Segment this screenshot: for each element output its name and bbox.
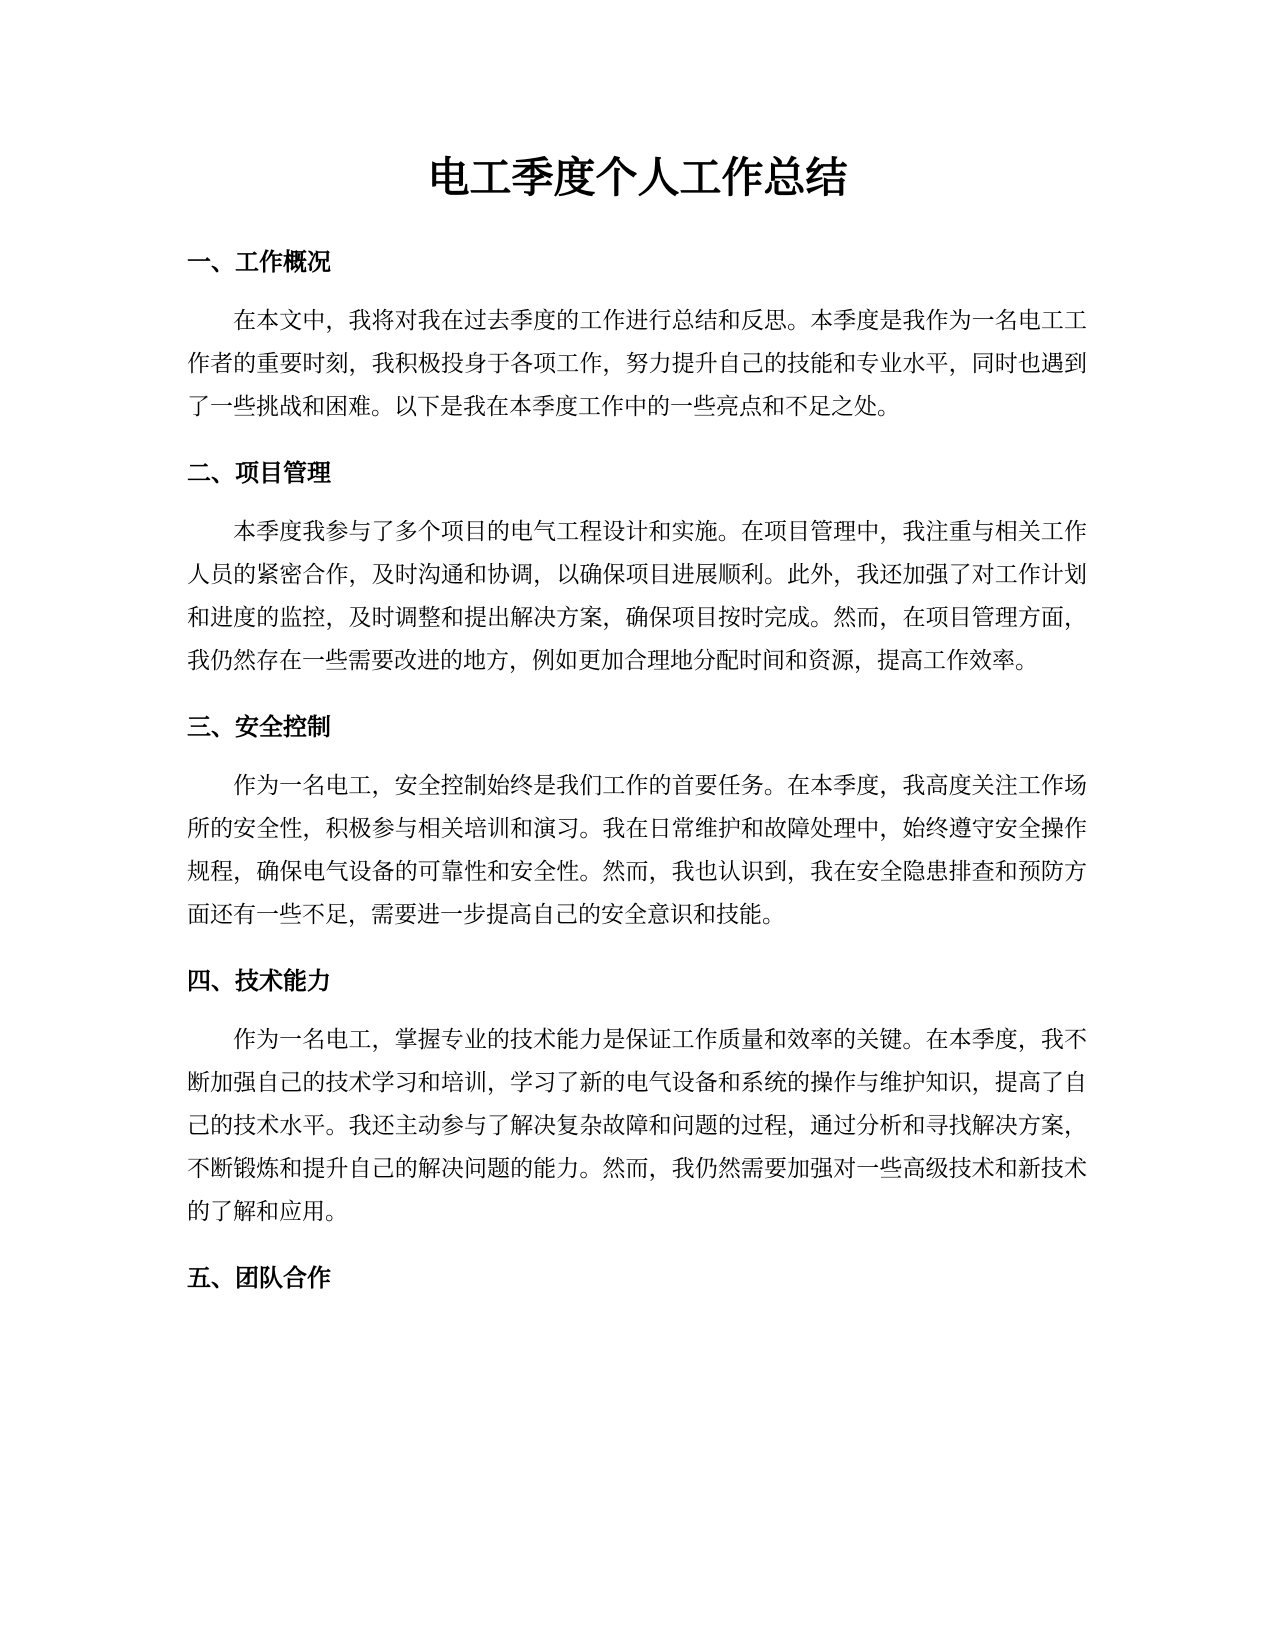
section-heading: 一、工作概况 — [187, 248, 331, 276]
section-paragraph: 本季度我参与了多个项目的电气工程设计和实施。在项目管理中，我注重与相关工作人员的紧密合作，及时沟通和协调，以确保项目进展顺利。此外，我还加强了对工作计划和进度的监控，及时调整和提出解决方案，确保项目按时完成。然而，在项目管理方面，我仍然存在一些需要改进的地方，例如更加合理地分配时间和资源，提高工作效率。 — [187, 519, 1087, 674]
document-content — [187, 246, 1087, 1294]
section-work-overview — [187, 246, 1087, 429]
section-paragraph: 作为一名电工，掌握专业的技术能力是保证工作质量和效率的关键。在本季度，我不断加强自己的技术学习和培训，学习了新的电气设备和系统的操作与维护知识，提高了自己的技术水平。我还主动参与了解决复杂故障和问题的过程，通过分析和寻找解决方案，不断锻炼和提升自己的解决问题的能力。然而，我仍然需要加强对一些高级技术和新技术的了解和应用。 — [187, 1027, 1087, 1225]
document-title: 电工季度个人工作总结 — [427, 153, 848, 202]
section-teamwork — [187, 1262, 1087, 1294]
section-heading: 四、技术能力 — [187, 967, 331, 995]
section-paragraph: 作为一名电工，安全控制始终是我们工作的首要任务。在本季度，我高度关注工作场所的安全性，积极参与相关培训和演习。我在日常维护和故障处理中，始终遵守安全操作规程，确保电气设备的可靠性和安全性。然而，我也认识到，我在安全隐患排查和预防方面还有一些不足，需要进一步提高自己的安全意识和技能。 — [187, 773, 1087, 928]
section-heading: 三、安全控制 — [187, 713, 331, 741]
section-heading: 二、项目管理 — [187, 459, 331, 487]
section-safety-control — [187, 711, 1087, 937]
section-paragraph: 在本文中，我将对我在过去季度的工作进行总结和反思。本季度是我作为一名电工工作者的重要时刻，我积极投身于各项工作，努力提升自己的技能和专业水平，同时也遇到了一些挑战和困难。以下是我在本季度工作中的一些亮点和不足之处。 — [187, 308, 1087, 420]
section-project-management — [187, 457, 1087, 683]
section-technical-ability — [187, 965, 1087, 1234]
section-heading: 五、团队合作 — [187, 1264, 331, 1292]
